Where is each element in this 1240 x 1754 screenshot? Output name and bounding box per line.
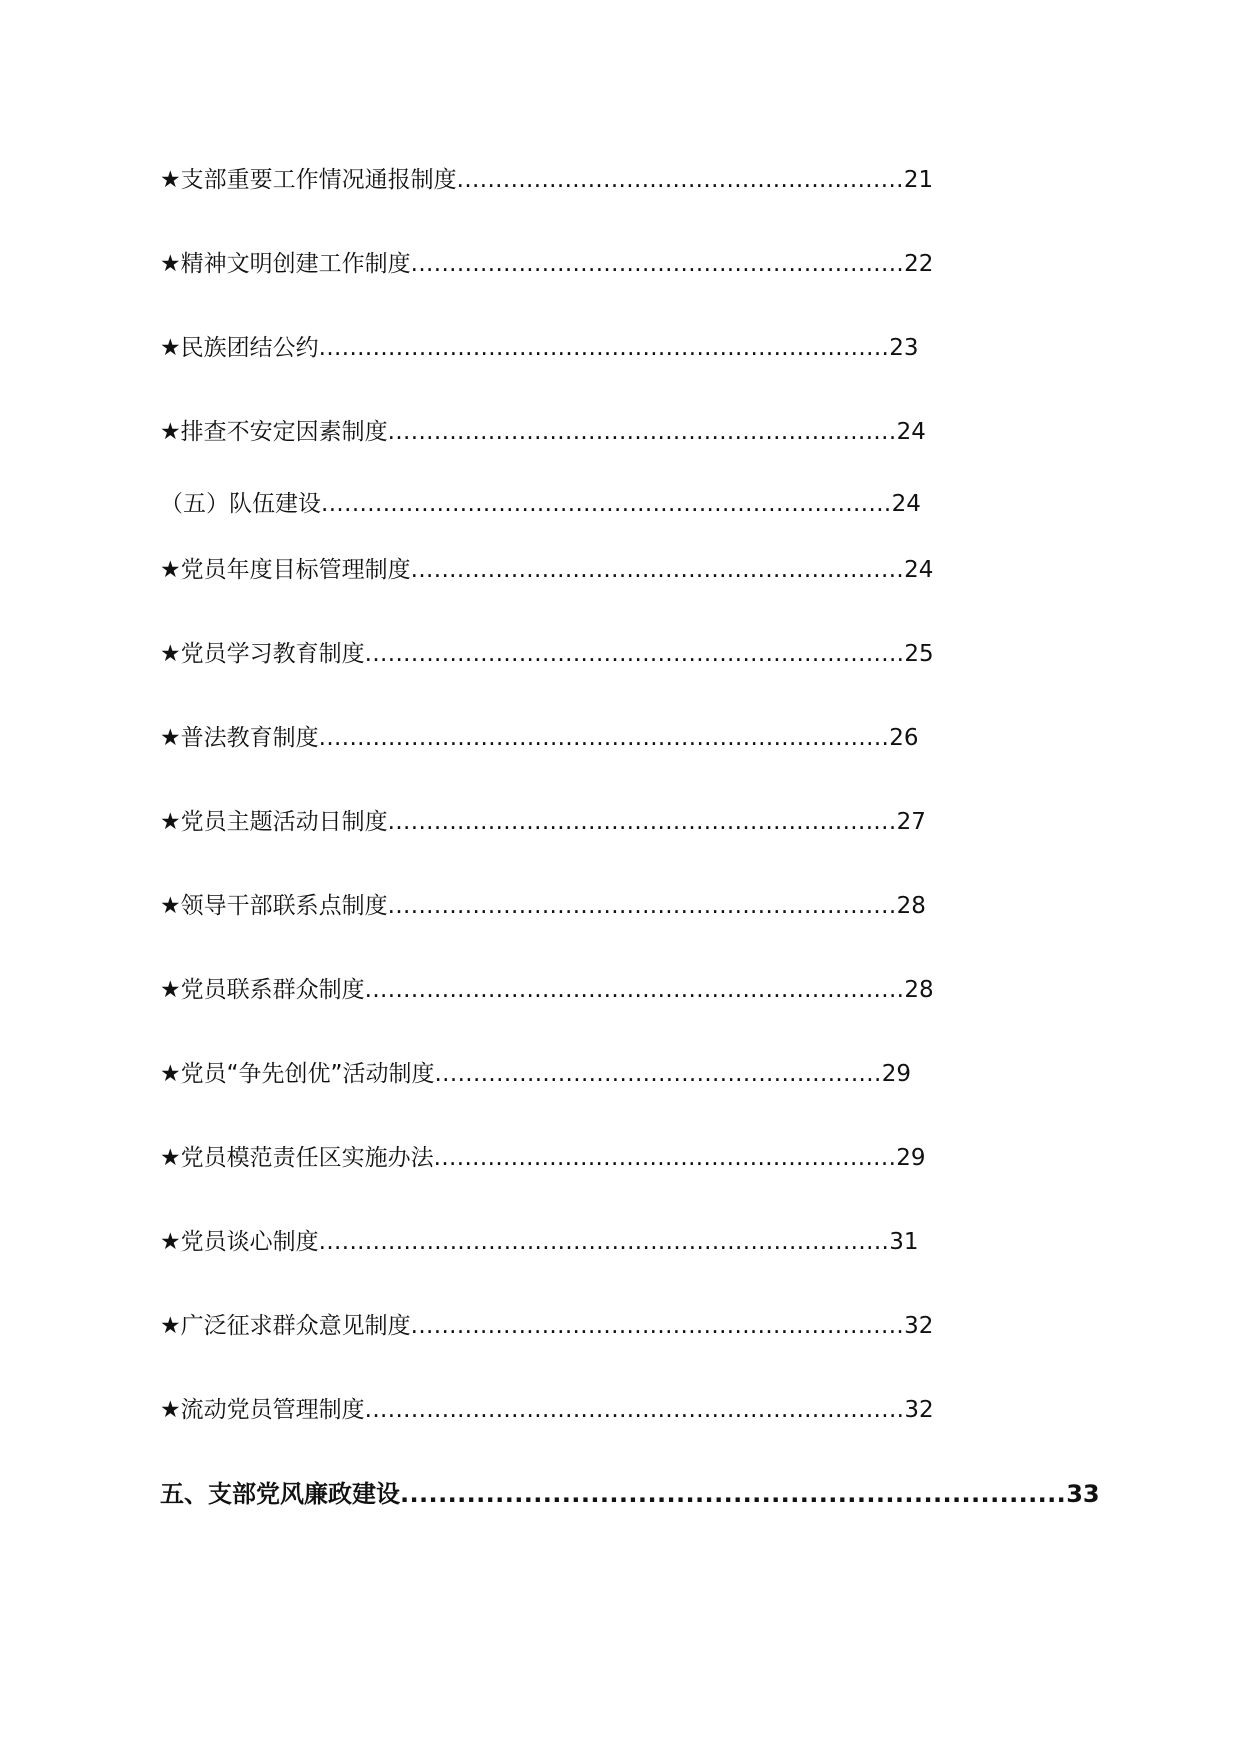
- toc-page-number: 28: [896, 893, 926, 919]
- toc-dot-leader: ..........................................................................: [318, 1229, 890, 1255]
- toc-entry[interactable]: [160, 244, 933, 284]
- toc-dot-leader: ..................................................................: [387, 893, 897, 919]
- toc-dot-leader: ..........................................................: [434, 1061, 882, 1087]
- toc-dot-leader: ..........................................................: [456, 167, 904, 193]
- toc-entry-section[interactable]: [160, 484, 921, 524]
- toc-dot-leader: ............................................................: [433, 1145, 897, 1171]
- toc-page-number: 29: [896, 1145, 926, 1171]
- toc-entry-title: ★排查不安定因素制度: [160, 419, 388, 445]
- toc-page-number: 26: [889, 725, 919, 751]
- toc-dot-leader: ..................................................................: [387, 419, 897, 445]
- toc-entry[interactable]: [160, 802, 926, 842]
- toc-dot-leader: ..................................................................: [387, 809, 897, 835]
- toc-entry-chapter[interactable]: [160, 1474, 1100, 1514]
- toc-dot-leader: ......................................................................: [364, 977, 905, 1003]
- toc-entry-title: （五）队伍建设: [160, 491, 321, 517]
- toc-entry[interactable]: [160, 886, 926, 926]
- toc-entry[interactable]: [160, 412, 926, 452]
- toc-entry-title: ★党员学习教育制度: [160, 641, 365, 667]
- toc-entry-title: ★精神文明创建工作制度: [160, 251, 411, 277]
- toc-dot-leader: ......................................................................: [364, 1397, 905, 1423]
- toc-page-number: 23: [889, 335, 919, 361]
- toc-dot-leader: ......................................................................: [400, 1480, 1067, 1508]
- toc-entry[interactable]: [160, 634, 934, 674]
- toc-entry[interactable]: [160, 1054, 911, 1094]
- toc-dot-leader: ..........................................................................: [318, 335, 890, 361]
- toc-dot-leader: ..........................................................................: [321, 491, 892, 517]
- toc-page-number: 22: [904, 251, 934, 277]
- toc-page-number: 33: [1066, 1480, 1100, 1508]
- toc-entry-title: ★流动党员管理制度: [160, 1397, 365, 1423]
- toc-page-number: 28: [904, 977, 934, 1003]
- toc-entry-title: ★民族团结公约: [160, 335, 319, 361]
- toc-dot-leader: ......................................................................: [364, 641, 905, 667]
- toc-entry-title: ★党员模范责任区实施办法: [160, 1145, 434, 1171]
- toc-entry[interactable]: [160, 550, 933, 590]
- toc-entry-title: ★支部重要工作情况通报制度: [160, 167, 457, 193]
- toc-entry-title: 五、支部党风廉政建设: [160, 1480, 400, 1508]
- toc-dot-leader: ................................................................: [410, 1313, 905, 1339]
- toc-entry-title: ★领导干部联系点制度: [160, 893, 388, 919]
- toc-entry[interactable]: [160, 1306, 933, 1346]
- toc-entry[interactable]: [160, 328, 919, 368]
- toc-entry-title: ★党员谈心制度: [160, 1229, 319, 1255]
- toc-page-number: 32: [904, 1397, 934, 1423]
- toc-entry[interactable]: [160, 970, 934, 1010]
- toc-entry-title: ★党员年度目标管理制度: [160, 557, 411, 583]
- toc-entry-title: ★广泛征求群众意见制度: [160, 1313, 411, 1339]
- toc-entry-title: ★党员联系群众制度: [160, 977, 365, 1003]
- toc-page-number: 21: [903, 167, 934, 193]
- toc-entry-title: ★普法教育制度: [160, 725, 319, 751]
- toc-dot-leader: ..........................................................................: [318, 725, 890, 751]
- toc-entry[interactable]: [160, 718, 919, 758]
- toc-page-number: 24: [896, 419, 926, 445]
- toc-page-number: 25: [904, 641, 934, 667]
- toc-dot-leader: ................................................................: [410, 251, 905, 277]
- toc-page-number: 24: [904, 557, 934, 583]
- toc-page-number: 24: [891, 491, 921, 517]
- toc-page-number: 29: [881, 1061, 911, 1087]
- toc-page-number: 31: [889, 1229, 919, 1255]
- toc-entry[interactable]: [160, 1390, 934, 1430]
- toc-dot-leader: ................................................................: [410, 557, 905, 583]
- toc-entry[interactable]: [160, 1222, 919, 1262]
- toc-entry[interactable]: [160, 1138, 926, 1178]
- toc-entry-title: ★党员“争先创优”活动制度: [160, 1061, 435, 1087]
- toc-page-number: 27: [896, 809, 926, 835]
- toc-entry[interactable]: [160, 160, 933, 200]
- toc-page-number: 32: [904, 1313, 934, 1339]
- toc-entry-title: ★党员主题活动日制度: [160, 809, 388, 835]
